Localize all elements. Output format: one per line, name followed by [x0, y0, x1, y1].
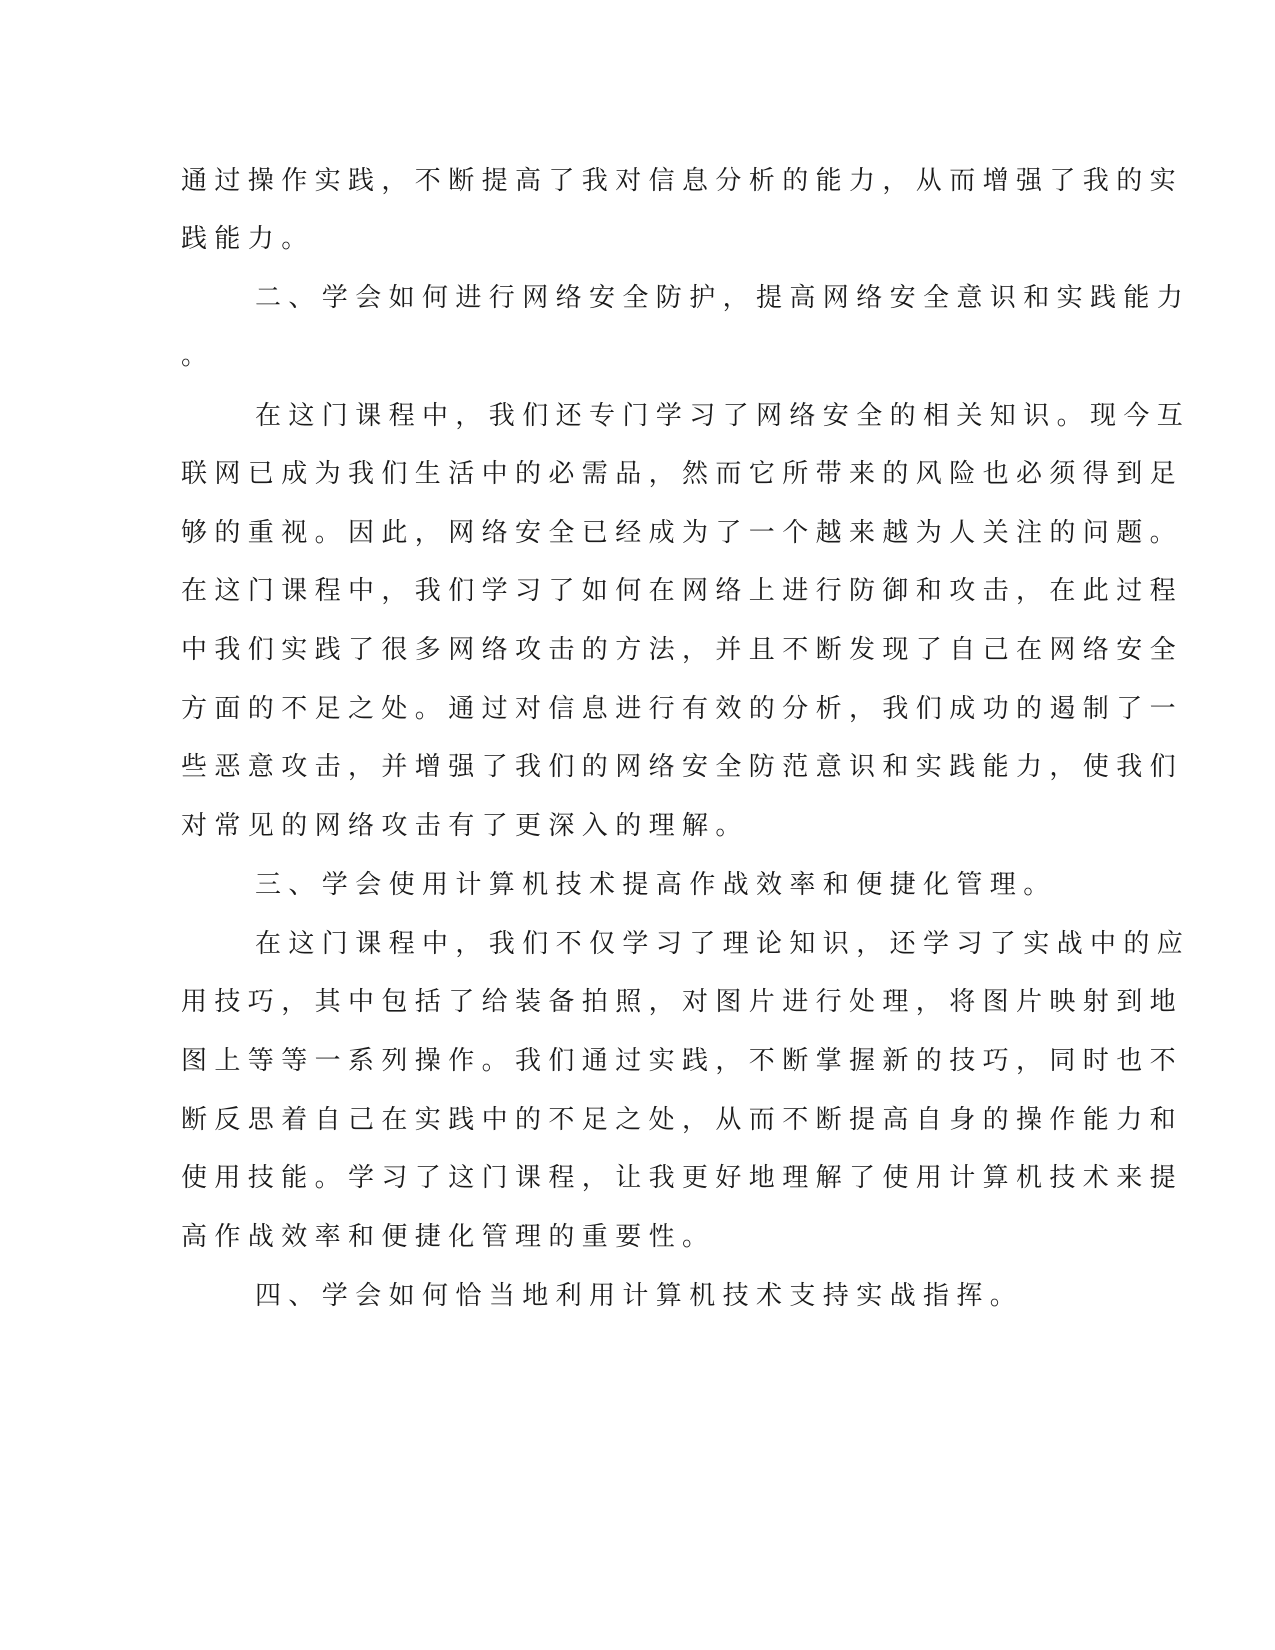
text-line: 图上等等一系列操作。我们通过实践，不断掌握新的技巧，同时也不: [181, 1046, 1184, 1076]
text-line: 中我们实践了很多网络攻击的方法，并且不断发现了自己在网络安全: [181, 635, 1184, 665]
text-line: 方面的不足之处。通过对信息进行有效的分析，我们成功的遏制了一: [181, 694, 1184, 724]
text-line: 践能力。: [181, 224, 315, 254]
text-line: 用技巧，其中包括了给装备拍照，对图片进行处理，将图片映射到地: [181, 987, 1184, 1017]
text-line: 断反思着自己在实践中的不足之处，从而不断提高自身的操作能力和: [181, 1105, 1184, 1135]
text-line: 在这门课程中，我们还专门学习了网络安全的相关知识。现今互: [255, 401, 1191, 431]
section-heading: 四、学会如何恰当地利用计算机技术支持实战指挥。: [255, 1281, 1024, 1311]
text-line: 些恶意攻击，并增强了我们的网络安全防范意识和实践能力，使我们: [181, 752, 1184, 782]
text-line: 使用技能。学习了这门课程，让我更好地理解了使用计算机技术来提: [181, 1163, 1184, 1193]
text-line: 高作战效率和便捷化管理的重要性。: [181, 1222, 716, 1252]
text-line: 在这门课程中，我们不仅学习了理论知识，还学习了实战中的应: [255, 929, 1191, 959]
text-line: 。: [181, 341, 215, 371]
text-line: 够的重视。因此，网络安全已经成为了一个越来越为人关注的问题。: [181, 518, 1184, 548]
text-line: 联网已成为我们生活中的必需品，然而它所带来的风险也必须得到足: [181, 459, 1184, 489]
text-line: 对常见的网络攻击有了更深入的理解。: [181, 811, 749, 841]
section-heading: 三、学会使用计算机技术提高作战效率和便捷化管理。: [255, 870, 1057, 900]
text-line: 通过操作实践，不断提高了我对信息分析的能力，从而增强了我的实: [181, 166, 1184, 196]
text-line: 在这门课程中，我们学习了如何在网络上进行防御和攻击，在此过程: [181, 576, 1184, 606]
section-heading: 二、学会如何进行网络安全防护，提高网络安全意识和实践能力: [255, 283, 1191, 313]
